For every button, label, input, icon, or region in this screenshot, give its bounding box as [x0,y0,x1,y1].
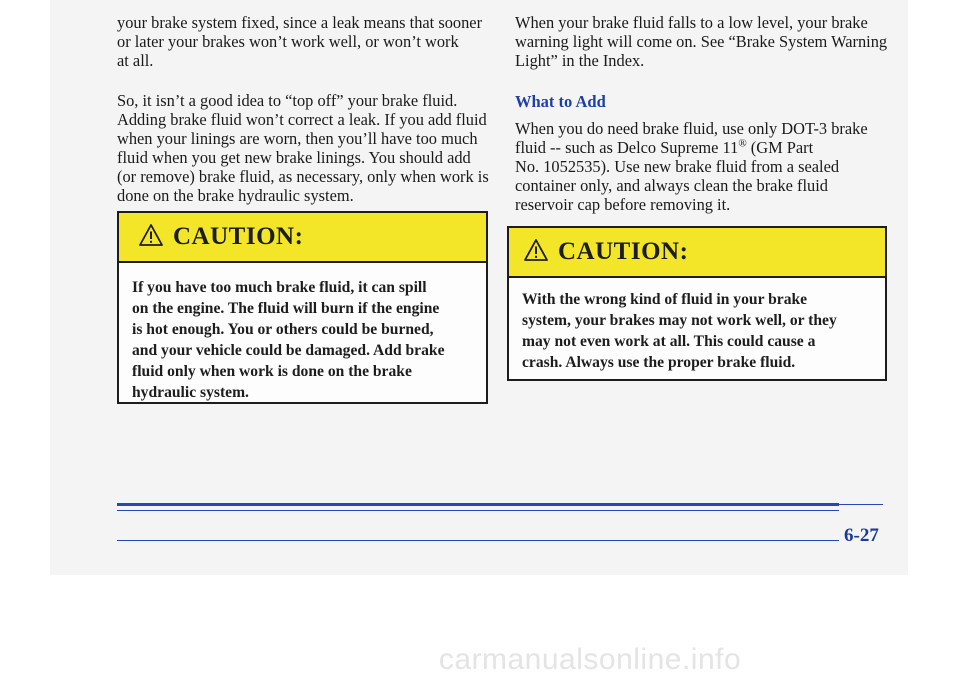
caution-box-right [507,226,887,381]
footer-rule-thick [117,503,839,506]
text-line: When your brake fluid falls to a low level, your brake [515,13,868,32]
caution-header [119,213,486,263]
text-line: reservoir cap before removing it. [515,195,731,214]
text-line: warning light will come on. See “Brake System Warning [515,32,888,51]
caution-line: and your vehicle could be damaged. Add brake [132,342,445,359]
registered-mark: ® [738,137,747,150]
text-line: fluid when you get new brake linings. You should add [117,148,471,167]
text-line: or later your brakes won’t work well, or won’t work [117,32,459,51]
caution-line: may not even work at all. This could cause a [522,333,816,350]
watermark [0,643,960,675]
text-line: container only, and always clean the brake fluid [515,176,828,195]
text-line: (or remove) brake fluid, as necessary, only when work is [117,167,489,186]
footer-rule-lower [117,540,839,541]
caution-body [119,263,486,403]
text-line: So, it isn’t a good idea to “top off” your brake fluid. [117,91,458,110]
caution-line: If you have too much brake fluid, it can spill [132,279,427,296]
caution-line: system, your brakes may not work well, or they [522,312,837,329]
caution-title: CAUTION: [558,238,689,265]
caution-line: With the wrong kind of fluid in your brake [522,291,808,308]
left-paragraph-1 [117,13,489,70]
caution-line: fluid only when work is done on the brake [132,363,412,380]
footer-rule-tail [839,504,883,505]
text-line: When you do need brake fluid, use only DOT-3 brake [515,119,868,138]
right-paragraph-1 [515,13,893,70]
text-line: Light” in the Index. [515,51,645,70]
caution-box-left [117,211,488,404]
text-line: when your linings are worn, then you’ll have too much [117,129,478,148]
section-heading: What to Add [515,92,606,111]
caution-line: crash. Always use the proper brake fluid. [522,354,796,371]
text-line: your brake system fixed, since a leak means that sooner [117,13,483,32]
text-fragment: (GM Part [746,138,814,157]
caution-title: CAUTION: [173,223,304,250]
text-line [515,138,893,157]
text-line: Adding brake fluid won’t correct a leak. If you add fluid [117,110,487,129]
watermark-text: carmanualsonline.info [438,643,742,676]
caution-line: on the engine. The fluid will burn if the engine [132,300,440,317]
right-paragraph-2 [515,119,893,214]
caution-header [509,228,885,278]
text-line: done on the brake hydraulic system. [117,186,354,205]
caution-line: is hot enough. You or others could be burned, [132,321,434,338]
page-number: 6-27 [844,525,879,546]
caution-line: hydraulic system. [132,384,249,401]
left-paragraph-2 [117,91,489,205]
text-line: at all. [117,51,154,70]
warning-triangle-icon [524,239,548,266]
warning-triangle-icon [139,224,163,251]
footer-rule-thin [117,510,839,511]
text-fragment: fluid -- such as Delco Supreme 11 [515,138,739,157]
caution-body [509,278,885,373]
text-line: No. 1052535). Use new brake fluid from a sealed [515,157,840,176]
